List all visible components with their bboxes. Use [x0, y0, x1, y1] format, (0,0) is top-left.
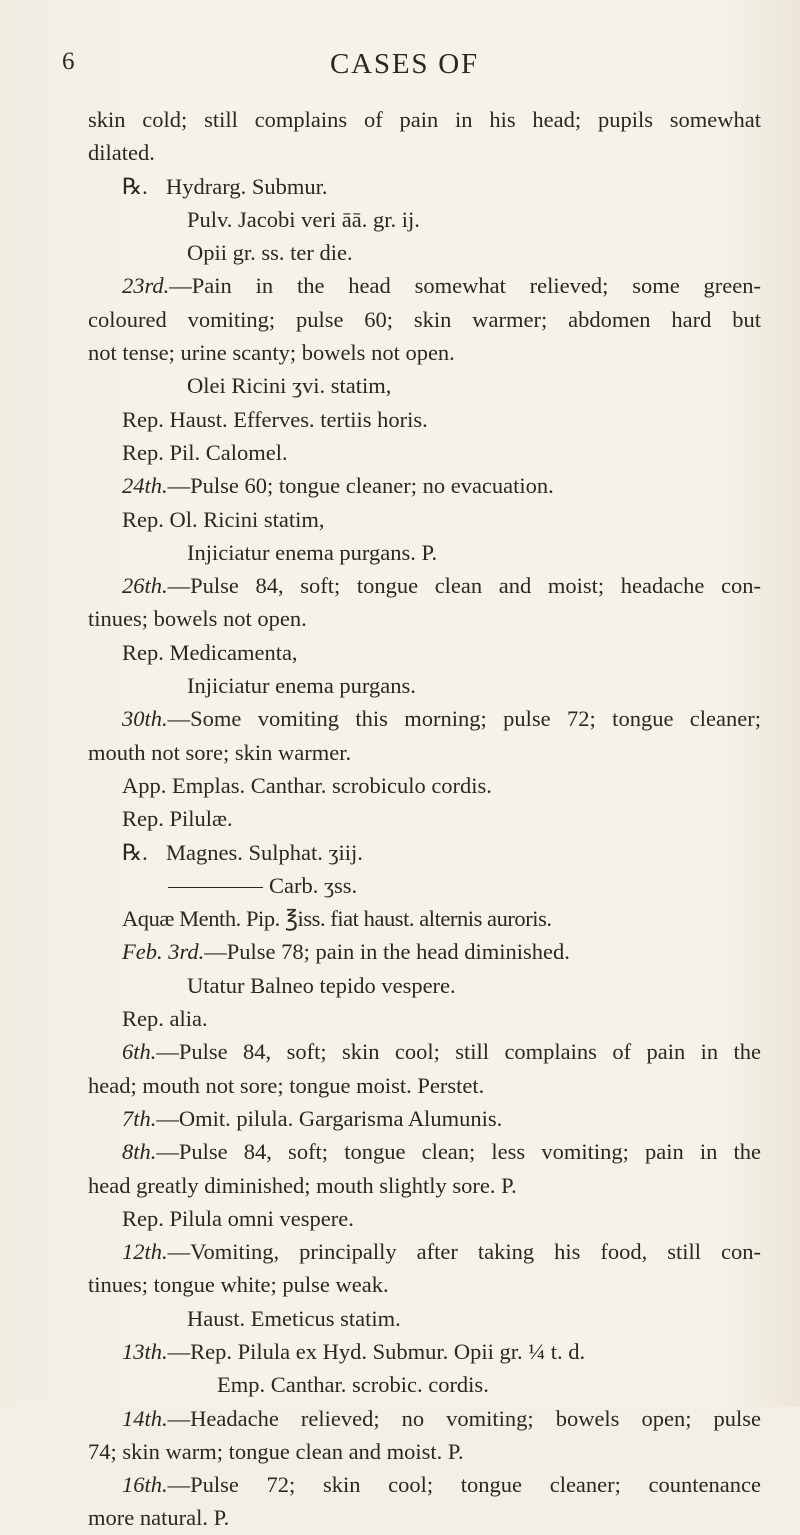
text-line: head greatly diminished; mouth slightly sore. P.	[88, 1172, 517, 1198]
page-header	[0, 48, 800, 88]
prescription-line: Injiciatur enema purgans. P.	[187, 539, 438, 565]
text-line: mouth not sore; skin warmer.	[88, 739, 352, 765]
entry-text: —Vomiting, principally after taking his food, still con-	[167, 1239, 761, 1265]
dated-entry	[88, 269, 761, 302]
entry-text: —Pulse 78; pain in the head diminished.	[204, 939, 570, 965]
entry-date: 7th.	[122, 1105, 157, 1131]
entry-text: —Headache relieved; no vomiting; bowels open; pulse	[167, 1405, 761, 1431]
entry-date: 6th.	[122, 1039, 157, 1065]
ditto-rule	[168, 887, 263, 888]
entry-text: —Pain in the head somewhat relieved; some green-	[169, 273, 761, 299]
prescription-line: Emp. Canthar. scrobic. cordis.	[217, 1372, 489, 1398]
entry-date: 13th.	[122, 1338, 168, 1364]
dated-entry	[88, 469, 761, 502]
prescription-line: Rep. Ol. Ricini statim,	[122, 506, 325, 532]
entry-text: —Omit. pilula. Gargarisma Alumunis.	[156, 1105, 503, 1131]
entry-text: —Pulse 72; skin cool; tongue cleaner; countenance	[167, 1472, 761, 1498]
prescription-line: App. Emplas. Canthar. scrobiculo cordis.	[122, 772, 492, 798]
text-line: head; mouth not sore; tongue moist. Perstet.	[88, 1072, 485, 1098]
entry-date: 30th.	[122, 706, 168, 732]
text-line: skin cold; still complains of pain in his head; pupils somewhat	[88, 107, 761, 132]
prescription-text: Carb. ʒss.	[269, 872, 358, 898]
page-number: 6	[62, 48, 75, 75]
case-text	[88, 103, 761, 1535]
entry-text: —Pulse 60; tongue cleaner; no evacuation.	[167, 473, 554, 499]
entry-date: 8th.	[122, 1139, 157, 1165]
entry-text: —Pulse 84, soft; skin cool; still complains of pain in the	[156, 1039, 761, 1065]
dated-entry	[88, 1102, 761, 1135]
entry-date: 16th.	[122, 1472, 168, 1498]
recipe-symbol: ℞.	[122, 173, 148, 199]
dated-entry	[88, 569, 761, 602]
prescription-line: Olei Ricini ʒvi. statim,	[187, 373, 392, 399]
text-line: not tense; urine scanty; bowels not open.	[88, 340, 455, 366]
prescription-line: Rep. Pil. Calomel.	[122, 439, 288, 465]
prescription-line: Utatur Balneo tepido vespere.	[187, 972, 456, 998]
entry-date: 23rd.	[122, 273, 170, 299]
entry-date: 14th.	[122, 1405, 168, 1431]
entry-text: —Some vomiting this morning; pulse 72; tongue cleaner;	[167, 706, 761, 732]
prescription-text: Magnes. Sulphat. ʒiij.	[166, 839, 363, 865]
running-head: CASES OF	[330, 48, 479, 80]
dated-entry	[88, 1035, 761, 1068]
entry-date: 24th.	[122, 473, 168, 499]
prescription-line: Rep. Pilulæ.	[122, 806, 233, 832]
prescription-line	[88, 869, 761, 902]
prescription-line	[88, 836, 761, 869]
prescription-line: Rep. Medicamenta,	[122, 639, 298, 665]
entry-date: 26th.	[122, 573, 168, 599]
prescription-line	[88, 170, 761, 203]
prescription-line: Rep. alia.	[122, 1006, 208, 1032]
entry-date: 12th.	[122, 1239, 168, 1265]
dated-entry	[88, 702, 761, 735]
text-line: coloured vomiting; pulse 60; skin warmer; abdomen hard but	[88, 306, 761, 332]
dated-entry	[88, 1135, 761, 1168]
prescription-line: Aquæ Menth. Pip. ℥iss. fiat haust. alternis auroris.	[122, 906, 552, 932]
text-line: more natural. P.	[88, 1505, 230, 1531]
dated-entry	[88, 935, 761, 968]
text-line: 74; skin warm; tongue clean and moist. P.	[88, 1438, 464, 1464]
dated-entry	[88, 1235, 761, 1268]
prescription-text: Hydrarg. Submur.	[166, 173, 328, 199]
entry-text: —Rep. Pilula ex Hyd. Submur. Opii gr. ¼ t. d.	[167, 1338, 586, 1364]
prescription-line: Injiciatur enema purgans.	[187, 673, 416, 699]
prescription-line: Haust. Emeticus statim.	[187, 1305, 401, 1331]
text-line: tinues; tongue white; pulse weak.	[88, 1272, 389, 1298]
prescription-line: Rep. Haust. Efferves. tertiis horis.	[122, 406, 428, 432]
prescription-line: Rep. Pilula omni vespere.	[122, 1205, 354, 1231]
recipe-symbol: ℞.	[122, 839, 148, 865]
prescription-line: Opii gr. ss. ter die.	[187, 240, 353, 266]
entry-text: —Pulse 84, soft; tongue clean and moist; headache con-	[167, 573, 761, 599]
dated-entry	[88, 1468, 761, 1501]
prescription-line: Pulv. Jacobi veri āā. gr. ij.	[187, 206, 420, 232]
entry-text: —Pulse 84, soft; tongue clean; less vomiting; pain in the	[156, 1139, 761, 1165]
entry-date: Feb. 3rd.	[122, 939, 205, 965]
text-line: dilated.	[88, 140, 155, 166]
dated-entry	[88, 1335, 761, 1368]
text-line: tinues; bowels not open.	[88, 606, 307, 632]
